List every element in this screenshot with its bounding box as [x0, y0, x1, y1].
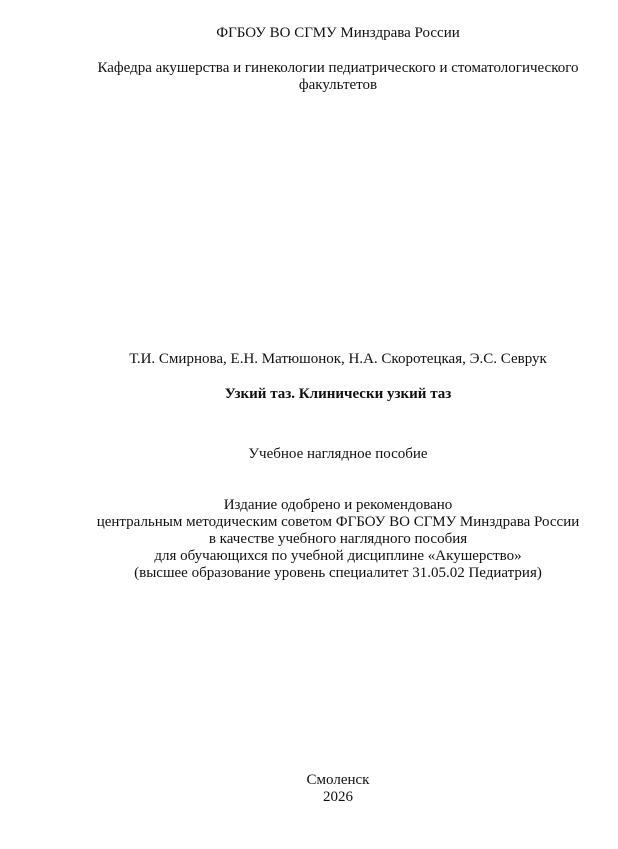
approval-statement: [0, 497, 618, 582]
publication-type: Учебное наглядное пособие: [248, 446, 428, 462]
approval-line-4: для обучающихся по учебной дисциплине «Акушерство»: [154, 548, 522, 564]
department-line-2: факультетов: [298, 77, 378, 93]
authors: Т.И. Смирнова, Е.Н. Матюшонок, Н.А. Скоротецкая, Э.С. Севрук: [129, 351, 547, 367]
department-line-1: Кафедра акушерства и гинекологии педиатрического и стоматологического: [97, 60, 579, 76]
publication-place-year: [0, 772, 618, 806]
document-title: Узкий таз. Клинически узкий таз: [224, 386, 452, 402]
approval-line-5: (высшее образование уровень специалитет 31.05.02 Педиатрия): [134, 565, 542, 581]
city: Смоленск: [306, 772, 370, 788]
approval-line-3: в качестве учебного наглядного пособия: [208, 531, 468, 547]
approval-line-1: Издание одобрено и рекомендовано: [223, 497, 453, 513]
institution-name: ФГБОУ ВО СГМУ Минздрава России: [216, 25, 460, 41]
department-name: [0, 60, 618, 94]
year: 2026: [323, 789, 353, 805]
approval-line-2: центральным методическим советом ФГБОУ ВО СГМУ Минздрава России: [96, 514, 580, 530]
